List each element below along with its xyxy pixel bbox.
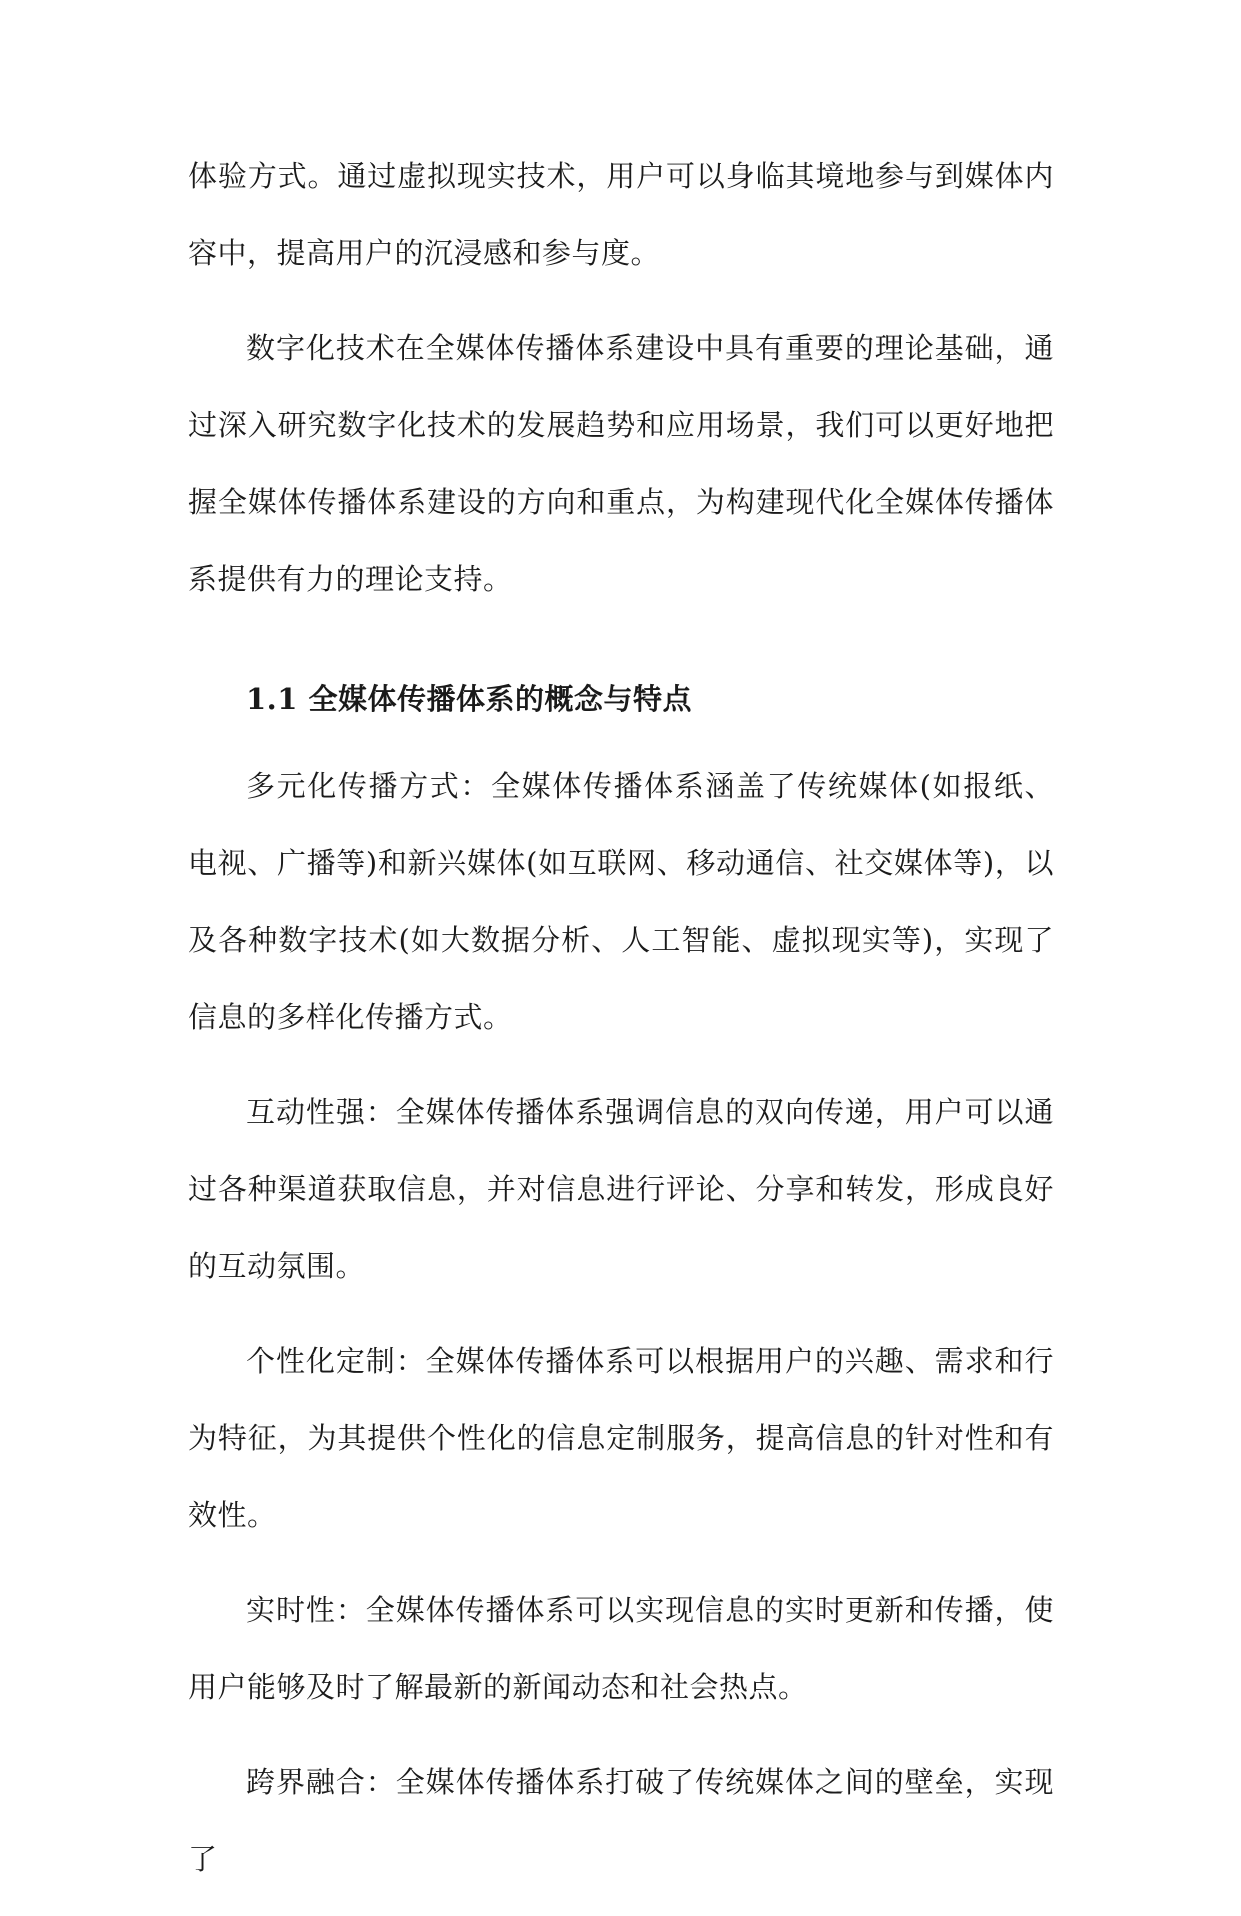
paragraph-cross-border: 跨界融合：全媒体传播体系打破了传统媒体之间的壁垒，实现了 — [188, 1765, 1054, 1876]
paragraph-diverse-channels: 多元化传播方式：全媒体传播体系涵盖了传统媒体(如报纸、电视、广播等)和新兴媒体(如互联网、移动通信、社交媒体等)，以及各种数字技术(如大数据分析、人工智能、虚拟现实等)，实现了信息的多样化传播方式。 — [188, 769, 1054, 1034]
paragraph-continuation: 体验方式。通过虚拟现实技术，用户可以身临其境地参与到媒体内容中，提高用户的沉浸感和参与度。 — [188, 159, 1054, 270]
document-body — [188, 138, 1054, 1916]
paragraph-theory-basis: 数字化技术在全媒体传播体系建设中具有重要的理论基础，通过深入研究数字化技术的发展趋势和应用场景，我们可以更好地把握全媒体传播体系建设的方向和重点，为构建现代化全媒体传播体系提供有力的理论支持。 — [188, 331, 1054, 596]
paragraph-real-time: 实时性：全媒体传播体系可以实现信息的实时更新和传播，使用户能够及时了解最新的新闻动态和社会热点。 — [188, 1593, 1054, 1704]
section-heading: 1.1 全媒体传播体系的概念与特点 — [246, 682, 693, 716]
paragraph-personalization: 个性化定制：全媒体传播体系可以根据用户的兴趣、需求和行为特征，为其提供个性化的信息定制服务，提高信息的针对性和有效性。 — [188, 1344, 1054, 1532]
paragraph-interactivity: 互动性强：全媒体传播体系强调信息的双向传递，用户可以通过各种渠道获取信息，并对信息进行评论、分享和转发，形成良好的互动氛围。 — [188, 1095, 1054, 1283]
